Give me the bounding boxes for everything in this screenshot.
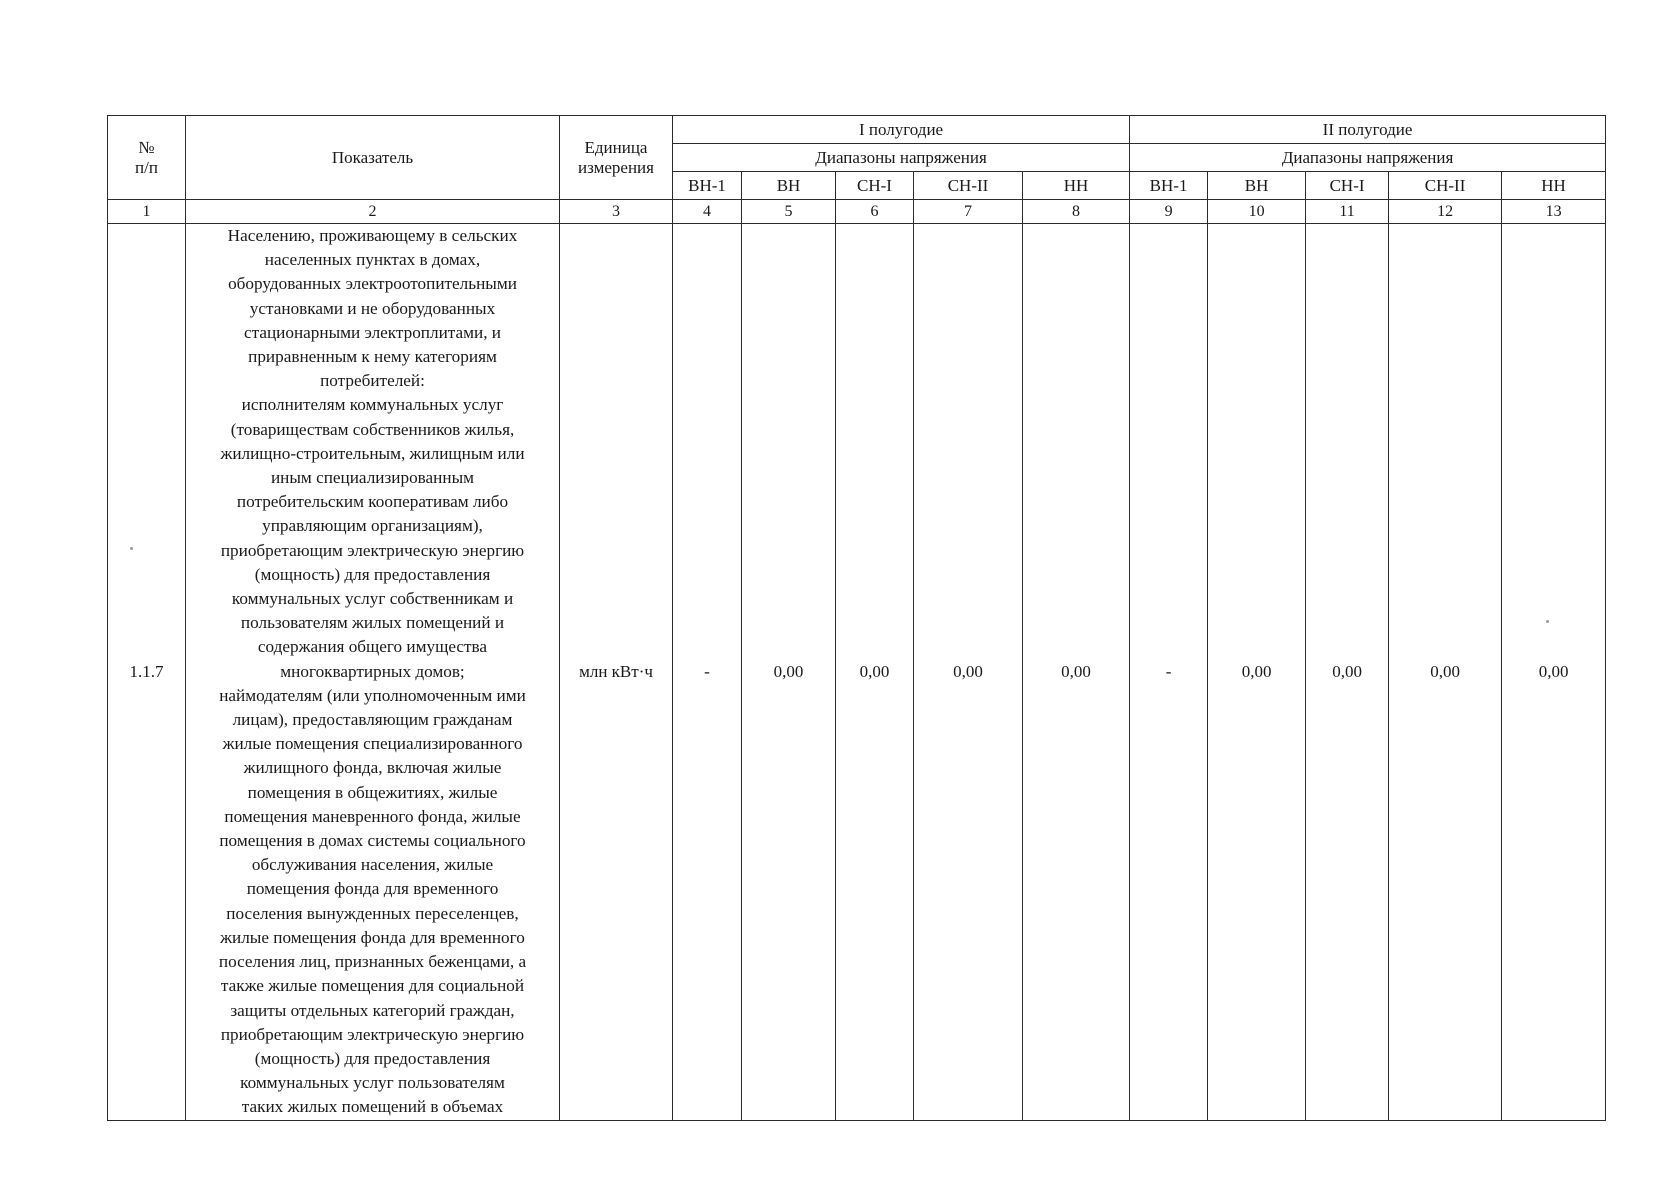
column-number: 12 xyxy=(1389,200,1502,224)
tariff-table xyxy=(107,115,1606,1121)
header-unit: Единица измерения xyxy=(560,116,673,200)
header-voltage-h2-vn1: ВН-1 xyxy=(1130,172,1208,200)
row-number: 1.1.7 xyxy=(108,224,186,1121)
header-row-halves xyxy=(108,116,1606,144)
header-voltage-h1-vn1: ВН-1 xyxy=(673,172,742,200)
column-number: 13 xyxy=(1502,200,1606,224)
header-indicator: Показатель xyxy=(186,116,560,200)
header-voltage-h2-vn: ВН xyxy=(1208,172,1306,200)
column-number: 8 xyxy=(1023,200,1130,224)
value-h2-sn2: 0,00 xyxy=(1389,224,1502,1121)
row-indicator-text: Населению, проживающему в сельских населенных пунктах в домах, оборудованных электроотопительными установками и не оборудованных стационарными электроплитами, и приравненным к нему категориям потребителей: исполнителям коммунальных услуг (товариществам собственников жилья, жилищно-строительным, жилищным или иным специализированным потребительским кооперативам либо управляющим организациям), приобретающим электрическую энергию (мощность) для предоставления коммунальных услуг собственникам и пользователям жилых помещений и содержания общего имущества многоквартирных домов; наймодателям (или уполномоченным ими лицам), предоставляющим гражданам жилые помещения специализированного жилищного фонда, включая жилые помещения в общежитиях, жилые помещения маневренного фонда, жилые помещения в домах системы социального обслуживания населения, жилые помещения фонда для временного поселения вынужденных переселенцев, жилые помещения фонда для временного поселения лиц, признанных беженцами, а также жилые помещения для социальной защиты отдельных категорий граждан, приобретающим электрическую энергию (мощность) для предоставления коммунальных услуг пользователям таких жилых помещений в объемах xyxy=(186,224,560,1121)
value-h2-vn: 0,00 xyxy=(1208,224,1306,1121)
value-h1-nn: 0,00 xyxy=(1023,224,1130,1121)
value-h2-vn1: - xyxy=(1130,224,1208,1121)
column-number: 1 xyxy=(108,200,186,224)
column-number: 11 xyxy=(1306,200,1389,224)
header-number: № п/п xyxy=(108,116,186,200)
column-number: 10 xyxy=(1208,200,1306,224)
header-half-1: I полугодие xyxy=(673,116,1130,144)
value-h1-vn1: - xyxy=(673,224,742,1121)
row-unit: млн кВт·ч xyxy=(560,224,673,1121)
scan-speck xyxy=(130,547,133,550)
header-voltage-h2-sn1: СН-I xyxy=(1306,172,1389,200)
column-number: 2 xyxy=(186,200,560,224)
header-voltage-h1-sn2: СН-II xyxy=(914,172,1023,200)
header-ranges-half-2: Диапазоны напряжения xyxy=(1130,144,1606,172)
column-number: 4 xyxy=(673,200,742,224)
column-number: 5 xyxy=(742,200,836,224)
value-h1-sn2: 0,00 xyxy=(914,224,1023,1121)
header-voltage-h2-sn2: СН-II xyxy=(1389,172,1502,200)
column-number: 6 xyxy=(836,200,914,224)
header-voltage-h2-nn: НН xyxy=(1502,172,1606,200)
column-number: 7 xyxy=(914,200,1023,224)
scan-speck xyxy=(1546,620,1549,623)
table-row xyxy=(108,224,1606,1121)
value-h2-nn: 0,00 xyxy=(1502,224,1606,1121)
column-number-row xyxy=(108,200,1606,224)
header-voltage-h1-nn: НН xyxy=(1023,172,1130,200)
column-number: 9 xyxy=(1130,200,1208,224)
header-voltage-h1-vn: ВН xyxy=(742,172,836,200)
value-h1-sn1: 0,00 xyxy=(836,224,914,1121)
value-h1-vn: 0,00 xyxy=(742,224,836,1121)
column-number: 3 xyxy=(560,200,673,224)
header-half-2: II полугодие xyxy=(1130,116,1606,144)
value-h2-sn1: 0,00 xyxy=(1306,224,1389,1121)
header-ranges-half-1: Диапазоны напряжения xyxy=(673,144,1130,172)
header-voltage-h1-sn1: СН-I xyxy=(836,172,914,200)
